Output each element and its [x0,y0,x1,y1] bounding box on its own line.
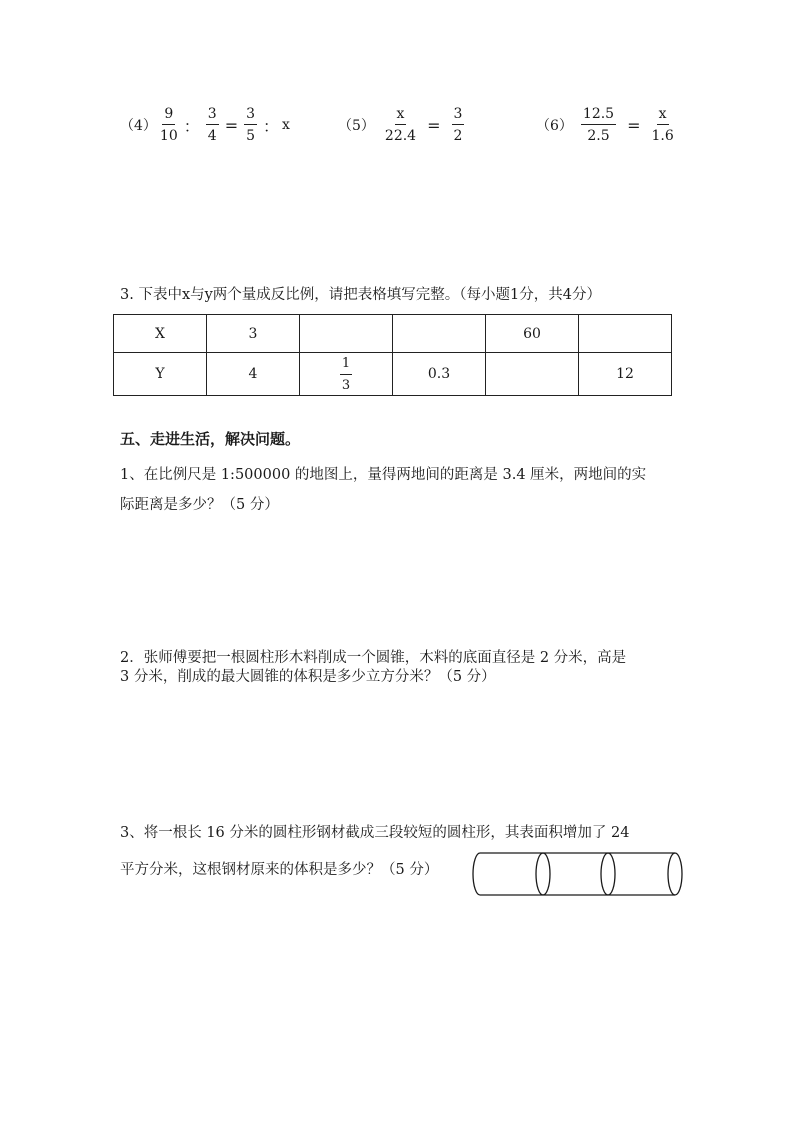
inverse-proportion-table [113,314,672,396]
equation-4 [120,106,290,144]
section-heading: 五、走进生活，解决问题。 [120,430,301,448]
problem-1-line-1: 1、在比例尺是 1:500000 的地图上，量得两地间的距离是 3.4 厘米，两地间的实 [120,467,647,483]
table-cell: 4 [207,353,300,396]
table-row [114,315,672,353]
fraction: $\frac{3}{2}$ [453,106,463,144]
problem-3-line-2: 平方分米，这根钢材原来的体积是多少？（5 分） [120,862,439,878]
table-cell: Y [114,353,207,396]
fraction: $\frac{3}{5}$ [246,106,256,144]
table-cell[interactable] [300,315,393,353]
table-cell: 12 [579,353,672,396]
variable: x [282,117,290,133]
equals-sign: = [224,115,239,135]
table-cell[interactable] [486,353,579,396]
equation-5 [338,106,467,144]
fraction: $\frac{x}{22.4}$ [384,106,417,144]
table-cell: 0.3 [393,353,486,396]
fraction: $\frac{x}{1.6}$ [651,106,674,144]
equals-sign: = [427,115,441,135]
equation-label: （5） [338,118,375,134]
fraction: $\frac{12.5}{2.5}$ [582,106,615,144]
fraction: $\frac{9}{10}$ [159,106,178,144]
cut-section-2 [601,853,615,895]
equation-label: （6） [536,118,573,134]
equation-label: （4） [120,118,157,134]
cut-section-1 [536,853,550,895]
equals-sign: = [627,115,641,135]
problem-1-line-2: 际距离是多少？（5 分） [120,497,279,513]
table-cell: X [114,315,207,353]
problem-3-line-1: 3、将一根长 16 分米的圆柱形钢材截成三段较短的圆柱形，其表面积增加了 24 [120,825,630,841]
fraction: $\frac{3}{4}$ [207,106,217,144]
ratio-sign: ： [183,116,200,136]
question-3-text: 3. 下表中x与y两个量成反比例，请把表格填写完整。（每小题1分，共4分） [120,287,602,303]
table-cell: 60 [486,315,579,353]
table-cell: 3 [207,315,300,353]
table-cell[interactable] [393,315,486,353]
fraction: $\frac{1}{3}$ [341,355,351,393]
equation-6 [536,106,677,144]
cylinder-left-end [473,853,480,895]
problem-2-line-2: 3 分米，削成的最大圆锥的体积是多少立方分米？（5 分） [120,669,496,685]
problem-2-line-1: 2．张师傅要把一根圆柱形木料削成一个圆锥，木料的底面直径是 2 分米，高是 [120,650,627,666]
cylinder-diagram [470,848,685,900]
cylinder-right-end [668,853,682,895]
ratio-sign: ： [263,116,280,136]
table-cell[interactable] [579,315,672,353]
table-row [114,353,672,396]
table-cell [300,353,393,396]
